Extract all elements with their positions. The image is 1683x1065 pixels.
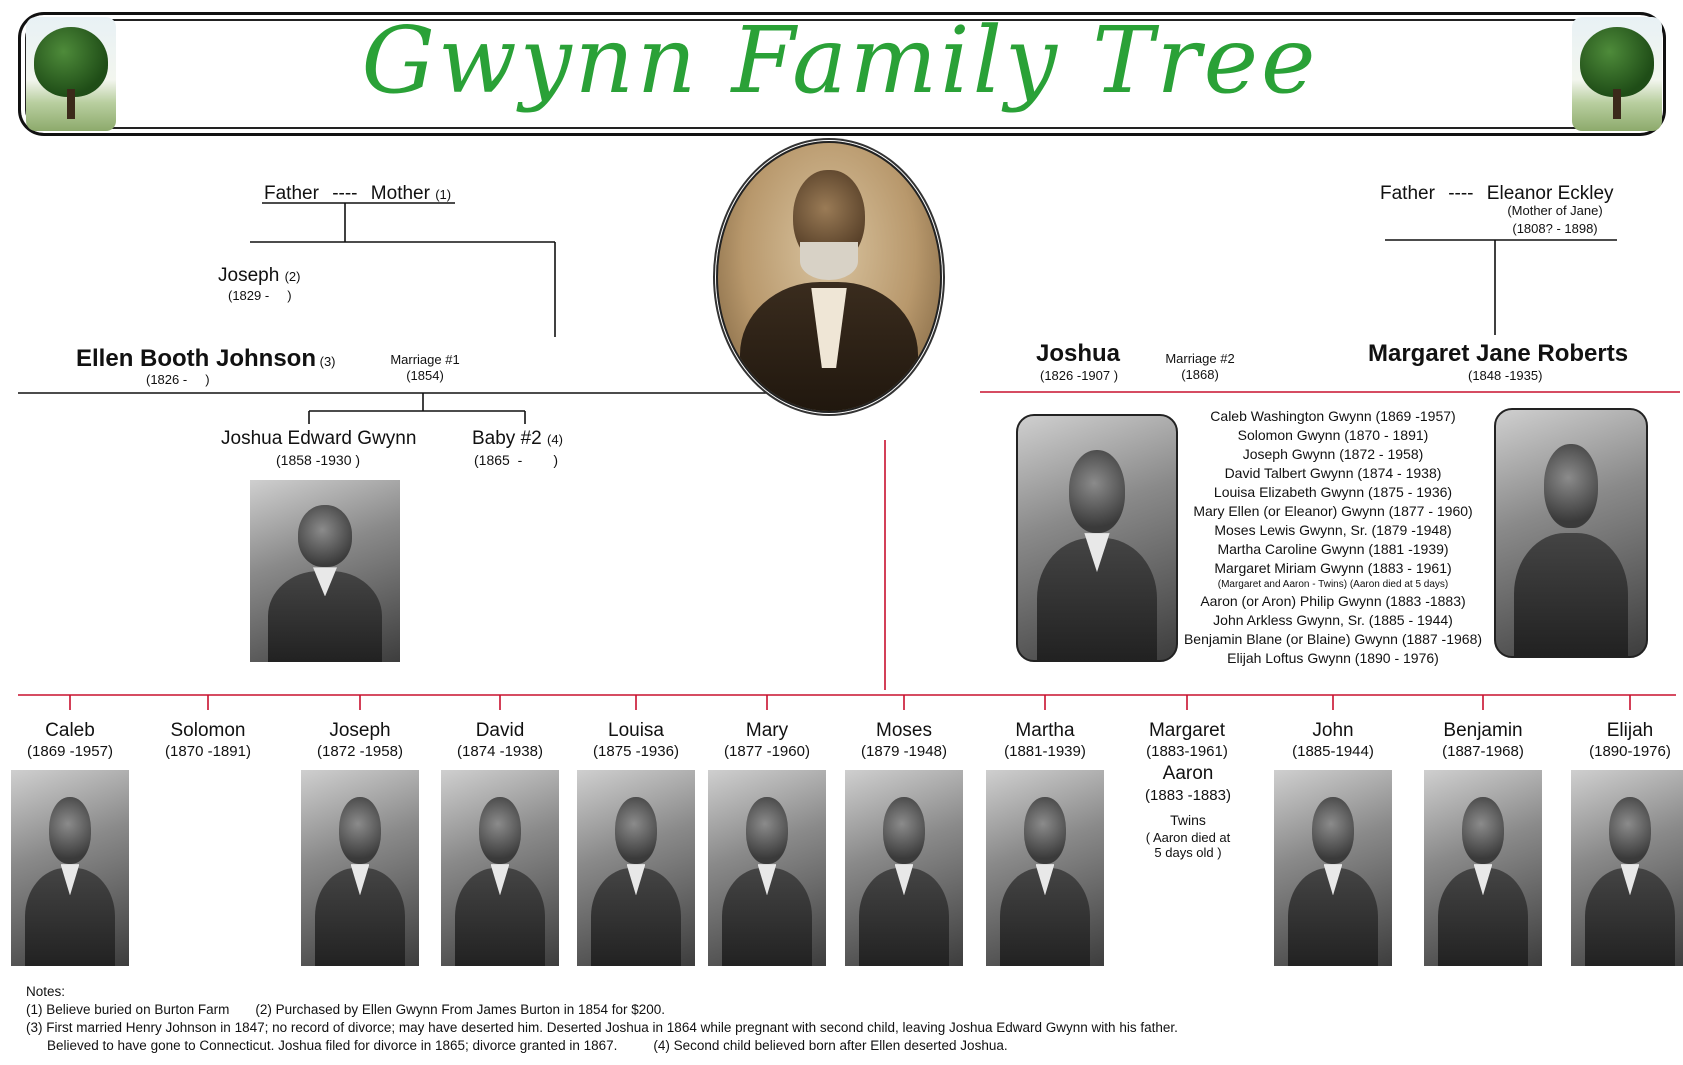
child-dates-margaret: (1883-1961) <box>1146 743 1228 760</box>
child-dates-david: (1874 -1938) <box>457 743 543 760</box>
children-list-item: Mary Ellen (or Eleanor) Gwynn (1877 - 1960) <box>1193 503 1473 519</box>
child-photo-john <box>1274 770 1392 966</box>
notes-section <box>26 983 1666 1055</box>
child-name-solomon: Solomon <box>170 720 246 741</box>
children-list-item: Martha Caroline Gwynn (1881 -1939) <box>1217 541 1449 557</box>
child-photo-moses <box>845 770 963 966</box>
children-list-item: John Arkless Gwynn, Sr. (1885 - 1944) <box>1213 612 1453 628</box>
child-name-caleb: Caleb <box>45 720 95 741</box>
marriage-2-year: (1868) <box>1181 367 1219 382</box>
child-name-moses: Moses <box>876 720 932 741</box>
joshua-photo <box>1016 414 1178 662</box>
child-dates-joseph: (1872 -1958) <box>317 743 403 760</box>
marriage-1-label: Marriage #1 <box>390 352 460 367</box>
child-dates-mary: (1877 -1960) <box>724 743 810 760</box>
aaron-name: Aaron <box>1162 763 1214 784</box>
baby-2-dates: (1865 - ) <box>474 452 559 468</box>
baby-2-name: Baby #2 (4) <box>472 428 563 449</box>
aaron-dates: (1883 -1883) <box>1145 787 1231 804</box>
children-list-item: David Talbert Gwynn (1874 - 1938) <box>1224 465 1442 481</box>
joseph-name: Joseph (2) <box>218 265 301 286</box>
child-dates-elijah: (1890-1976) <box>1589 743 1671 760</box>
note-3a: (3) First married Henry Johnson in 1847; no record of divorce; may have deserted him. Deserted Joshua in 1864 while pregnant with second child, leaving Joshua Edward Gwynn with his father. <box>26 1020 1178 1035</box>
joseph-dates: (1829 - ) <box>228 288 292 303</box>
right-parents: Father ---- Eleanor Eckley <box>1380 183 1614 204</box>
father-label: Father <box>1380 183 1435 204</box>
aaron-note-2: 5 days old ) <box>1154 845 1222 860</box>
eleanor-dates: (1808? - 1898) <box>1512 221 1598 236</box>
marriage-2-label: Marriage #2 <box>1165 351 1235 366</box>
child-dates-solomon: (1870 -1891) <box>165 743 251 760</box>
margaret-jane-roberts-photo <box>1494 408 1648 658</box>
notes-heading: Notes: <box>26 984 66 999</box>
child-photo-david <box>441 770 559 966</box>
children-list-item: Benjamin Blane (or Blaine) Gwynn (1887 -1968) <box>1183 631 1483 647</box>
page-title: Gwynn Family Tree <box>361 7 1319 114</box>
joshua-edward-photo <box>250 480 400 662</box>
child-dates-benjamin: (1887-1968) <box>1442 743 1524 760</box>
child-name-john: John <box>1312 720 1354 741</box>
child-name-martha: Martha <box>1015 720 1075 741</box>
child-photo-caleb <box>11 770 129 966</box>
children-list-item: Louisa Elizabeth Gwynn (1875 - 1936) <box>1213 484 1453 500</box>
joshua-edward-dates: (1858 -1930 ) <box>276 452 361 468</box>
joshua-edward-name: Joshua Edward Gwynn <box>221 428 417 449</box>
note-3b: Believed to have gone to Connecticut. Joshua filed for divorce in 1865; divorce granted in 1867. <box>47 1038 618 1053</box>
children-list-item: Caleb Washington Gwynn (1869 -1957) <box>1210 408 1456 424</box>
eleanor-note: (Mother of Jane) <box>1507 203 1603 218</box>
ellen-name: Ellen Booth Johnson (3) <box>76 345 336 372</box>
left-parents: Father ---- Mother (1) <box>264 183 452 204</box>
tree-image-right <box>1572 17 1662 131</box>
ellen-dates: (1826 - ) <box>146 372 210 387</box>
joshua-portrait <box>716 141 942 413</box>
children-list-item: Moses Lewis Gwynn, Sr. (1879 -1948) <box>1214 522 1452 538</box>
child-photo-mary <box>708 770 826 966</box>
child-name-joseph: Joseph <box>329 720 391 741</box>
mother-label: Mother <box>370 183 430 204</box>
child-name-elijah: Elijah <box>1606 720 1654 741</box>
aaron-note-1: ( Aaron died at <box>1145 830 1231 845</box>
father-label: Father <box>264 183 319 204</box>
children-list-item: Aaron (or Aron) Philip Gwynn (1883 -1883) <box>1200 593 1466 609</box>
children-list-item: Joseph Gwynn (1872 - 1958) <box>1242 446 1424 462</box>
child-photo-joseph <box>301 770 419 966</box>
eleanor-eckley-name: Eleanor Eckley <box>1486 183 1614 204</box>
child-name-mary: Mary <box>745 720 789 741</box>
child-dates-martha: (1881-1939) <box>1004 743 1086 760</box>
child-dates-john: (1885-1944) <box>1292 743 1374 760</box>
child-name-benjamin: Benjamin <box>1443 720 1523 741</box>
children-list-item: Elijah Loftus Gwynn (1890 - 1976) <box>1227 650 1439 666</box>
child-photo-louisa <box>577 770 695 966</box>
child-name-louisa: Louisa <box>608 720 664 741</box>
child-name-david: David <box>475 720 525 741</box>
margaret-jane-roberts-dates: (1848 -1935) <box>1468 368 1543 383</box>
children-list-item: (Margaret and Aaron - Twins) (Aaron died at 5 days) <box>1217 579 1449 590</box>
joshua-name: Joshua <box>1036 340 1121 367</box>
marriage-1-year: (1854) <box>406 368 444 383</box>
children-list-item: Margaret Miriam Gwynn (1883 - 1961) <box>1214 560 1452 576</box>
child-name-margaret: Margaret <box>1148 720 1226 741</box>
aaron-block <box>1130 763 1246 860</box>
child-photo-elijah <box>1571 770 1683 966</box>
child-dates-louisa: (1875 -1936) <box>593 743 679 760</box>
margaret-jane-roberts-name: Margaret Jane Roberts <box>1368 340 1629 367</box>
child-photo-martha <box>986 770 1104 966</box>
joshua-dates: (1826 -1907 ) <box>1040 368 1119 383</box>
children-list-item: Solomon Gwynn (1870 - 1891) <box>1237 427 1429 443</box>
tree-image-left <box>26 17 116 131</box>
children-list <box>1178 407 1488 668</box>
note-4: (4) Second child believed born after Ellen deserted Joshua. <box>653 1038 1008 1053</box>
child-dates-moses: (1879 -1948) <box>861 743 947 760</box>
twins-label: Twins <box>1170 812 1206 828</box>
child-photo-benjamin <box>1424 770 1542 966</box>
note-1: (1) Believe buried on Burton Farm <box>26 1002 230 1017</box>
child-dates-caleb: (1869 -1957) <box>27 743 113 760</box>
note-2: (2) Purchased by Ellen Gwynn From James Burton in 1854 for $200. <box>255 1002 666 1017</box>
